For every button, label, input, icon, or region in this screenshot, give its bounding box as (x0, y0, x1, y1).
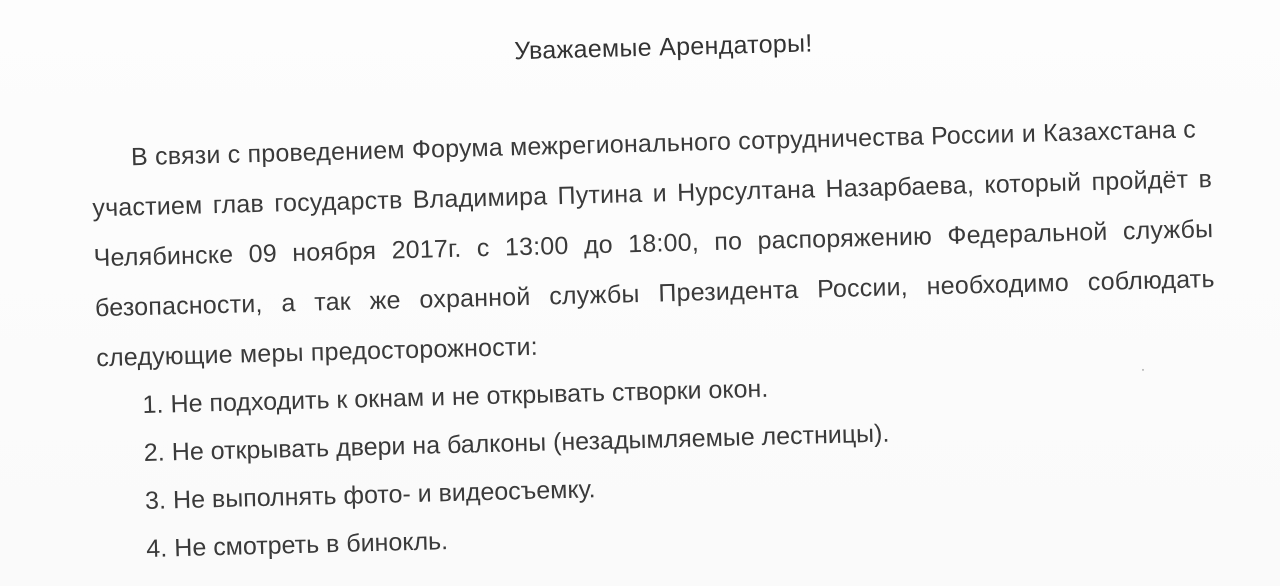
word: Челябинске (93, 240, 234, 273)
word: 13:00 (504, 231, 569, 262)
scan-speck (1142, 369, 1144, 371)
list-item-4 (146, 527, 448, 564)
paragraph-line-2 (92, 165, 1212, 223)
word: с (476, 233, 490, 263)
word: участием (92, 191, 203, 223)
list-item-number: 3. (144, 486, 167, 516)
word: службы (548, 280, 640, 311)
paragraph-line-5: следующие меры предосторожности: (95, 332, 539, 373)
word: 2017г. (391, 234, 462, 265)
word: а (280, 289, 296, 318)
word: так (313, 287, 352, 317)
list-item-number: 4. (145, 534, 168, 564)
list-item-2 (143, 420, 889, 469)
word: глав (212, 189, 265, 220)
word: в (1198, 164, 1213, 194)
word: России, (816, 272, 909, 304)
list-item-number: 2. (143, 438, 166, 468)
word: соблюдать (1087, 264, 1215, 297)
list-item-text: Не смотреть в бинокль. (173, 527, 449, 563)
list-item-text: Не выполнять фото- и видеосъемку. (172, 475, 596, 515)
list-item-text: Не открывать двери на балконы (незадымляемые лестницы). (171, 419, 890, 467)
word: Владимира (412, 182, 548, 214)
paragraph-line-1: В связи с проведением Форума межрегионального сотрудничества России и Казахстана с (130, 115, 1197, 172)
word: Назарбаева, (825, 171, 975, 204)
word: ноября (291, 236, 377, 268)
word: же (369, 286, 402, 316)
word: до (583, 230, 614, 260)
word: и (652, 179, 668, 208)
list-item-3 (145, 475, 596, 516)
word: пройдёт (1091, 165, 1189, 197)
list-item-1 (142, 375, 768, 420)
word: по (713, 227, 743, 257)
word: Президента (658, 275, 799, 308)
word: Нурсултана (676, 175, 816, 207)
word: 09 (248, 239, 278, 269)
word: который (983, 168, 1082, 199)
word: Федеральной (947, 217, 1108, 250)
list-item-number: 1. (142, 390, 164, 420)
word: безопасности, (94, 289, 263, 323)
word: 18:00, (627, 228, 700, 259)
paragraph-line-4 (95, 265, 1215, 323)
word: государств (273, 186, 403, 218)
word: Путина (557, 179, 643, 211)
word: необходимо (926, 268, 1070, 301)
notice-title: Уважаемые Арендаторы! (513, 29, 813, 66)
word: службы (1122, 214, 1214, 246)
word: охранной (419, 282, 531, 314)
list-item-text: Не подходить к окнам и не открывать створки окон. (170, 374, 769, 419)
word: распоряжению (757, 222, 933, 255)
paragraph-line-3 (93, 215, 1213, 273)
